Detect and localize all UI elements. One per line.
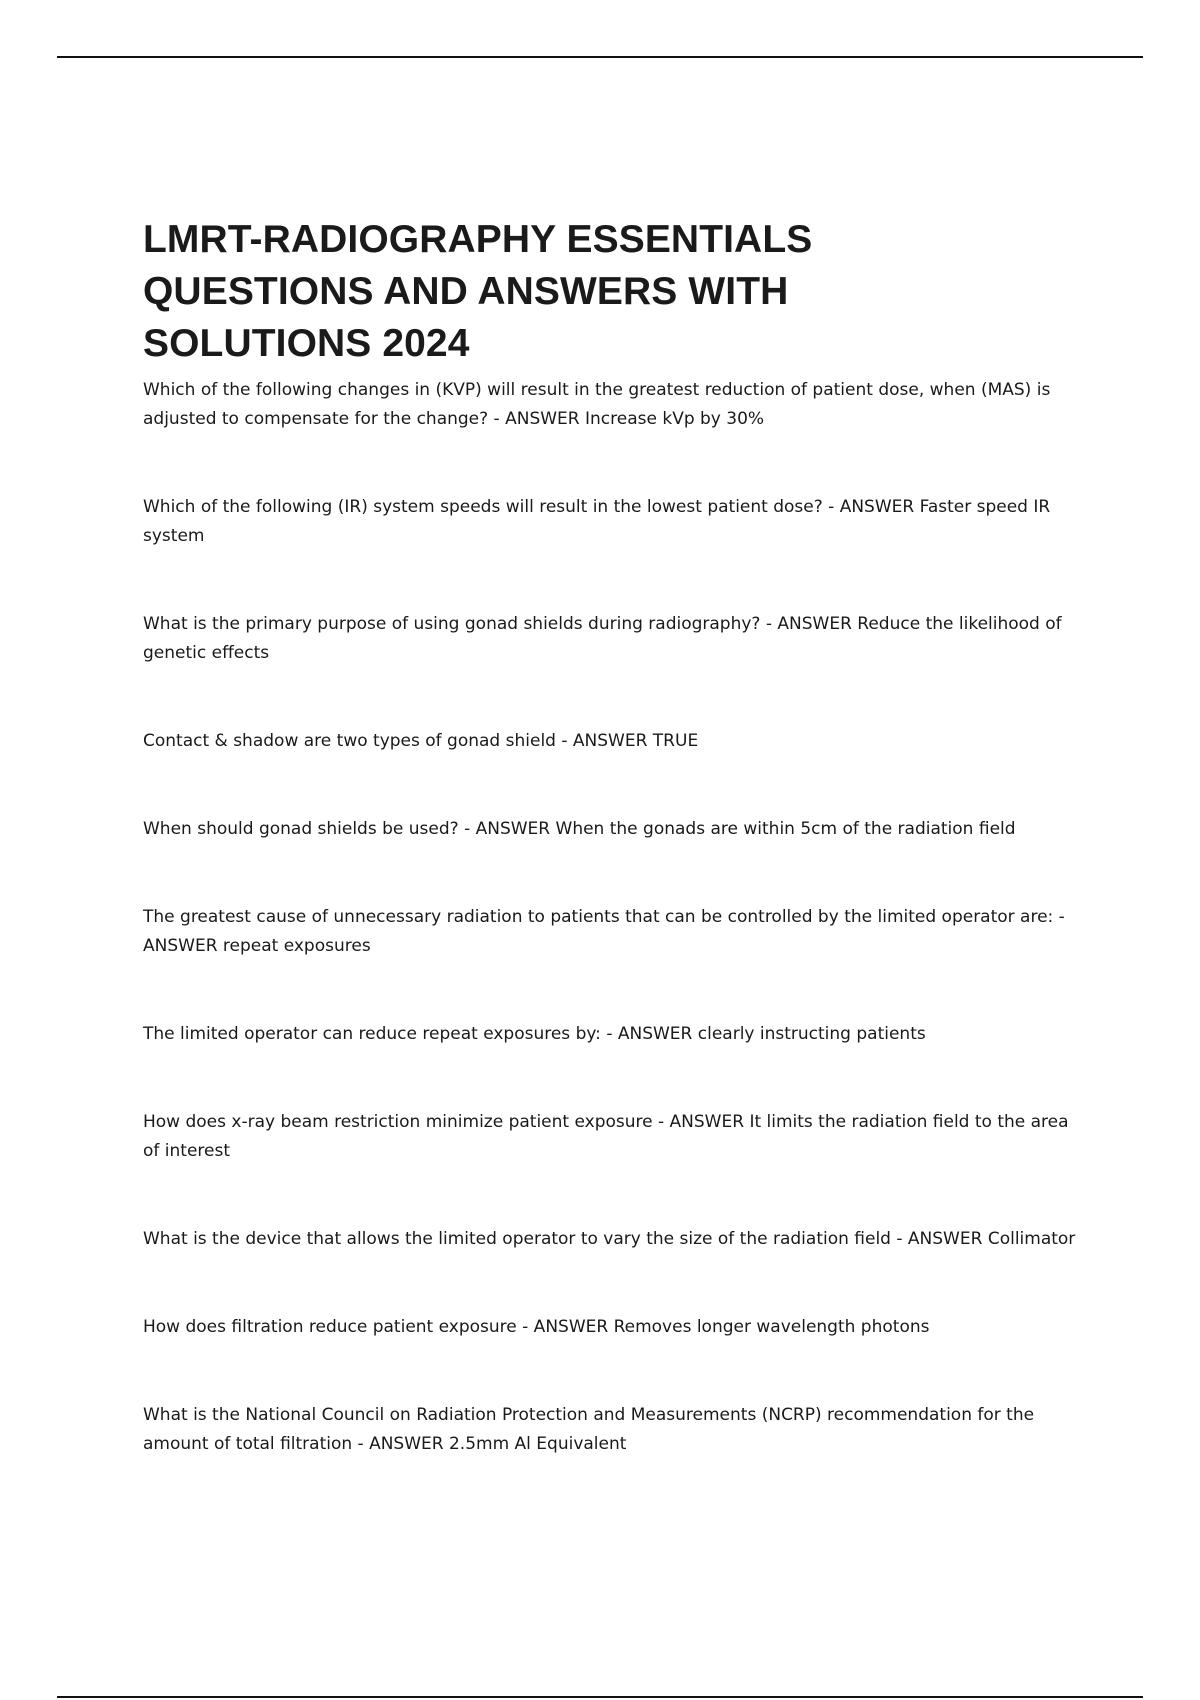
qa-item-8: How does x-ray beam restriction minimize patient exposure - ANSWER It limits the radiation field to the area of interest xyxy=(143,1112,1069,1161)
title-line-2: QUESTIONS AND ANSWERS WITH xyxy=(143,270,789,313)
qa-list xyxy=(143,376,1083,1459)
title-line-3: SOLUTIONS 2024 xyxy=(143,322,470,365)
qa-item-7: The limited operator can reduce repeat exposures by: - ANSWER clearly instructing patients xyxy=(143,1024,926,1044)
top-rule xyxy=(57,56,1143,58)
title-line-1: LMRT-RADIOGRAPHY ESSENTIALS xyxy=(143,218,813,261)
bottom-rule xyxy=(57,1696,1143,1698)
qa-item-1: Which of the following changes in (KVP) will result in the greatest reduction of patient dose, when (MAS) is adjusted to compensate for the change? - ANSWER Increase kVp by 30% xyxy=(143,380,1051,429)
qa-item-2: Which of the following (IR) system speeds will result in the lowest patient dose? - ANSWER Faster speed IR system xyxy=(143,497,1051,546)
qa-item-11: What is the National Council on Radiation Protection and Measurements (NCRP) recommendation for the amount of total filtration - ANSWER 2.5mm Al Equivalent xyxy=(143,1405,1035,1454)
qa-item-6: The greatest cause of unnecessary radiation to patients that can be controlled by the limited operator are: - ANSWER repeat exposures xyxy=(143,907,1065,956)
qa-item-3: What is the primary purpose of using gonad shields during radiography? - ANSWER Reduce the likelihood of genetic effects xyxy=(143,614,1062,663)
qa-item-10: How does filtration reduce patient exposure - ANSWER Removes longer wavelength photons xyxy=(143,1317,930,1337)
qa-item-9: What is the device that allows the limited operator to vary the size of the radiation field - ANSWER Collimator xyxy=(143,1229,1076,1249)
qa-item-5: When should gonad shields be used? - ANSWER When the gonads are within 5cm of the radiation field xyxy=(143,819,1016,839)
document-body xyxy=(143,214,1083,1518)
qa-item-4: Contact & shadow are two types of gonad shield - ANSWER TRUE xyxy=(143,731,699,751)
document-title xyxy=(143,214,1083,370)
